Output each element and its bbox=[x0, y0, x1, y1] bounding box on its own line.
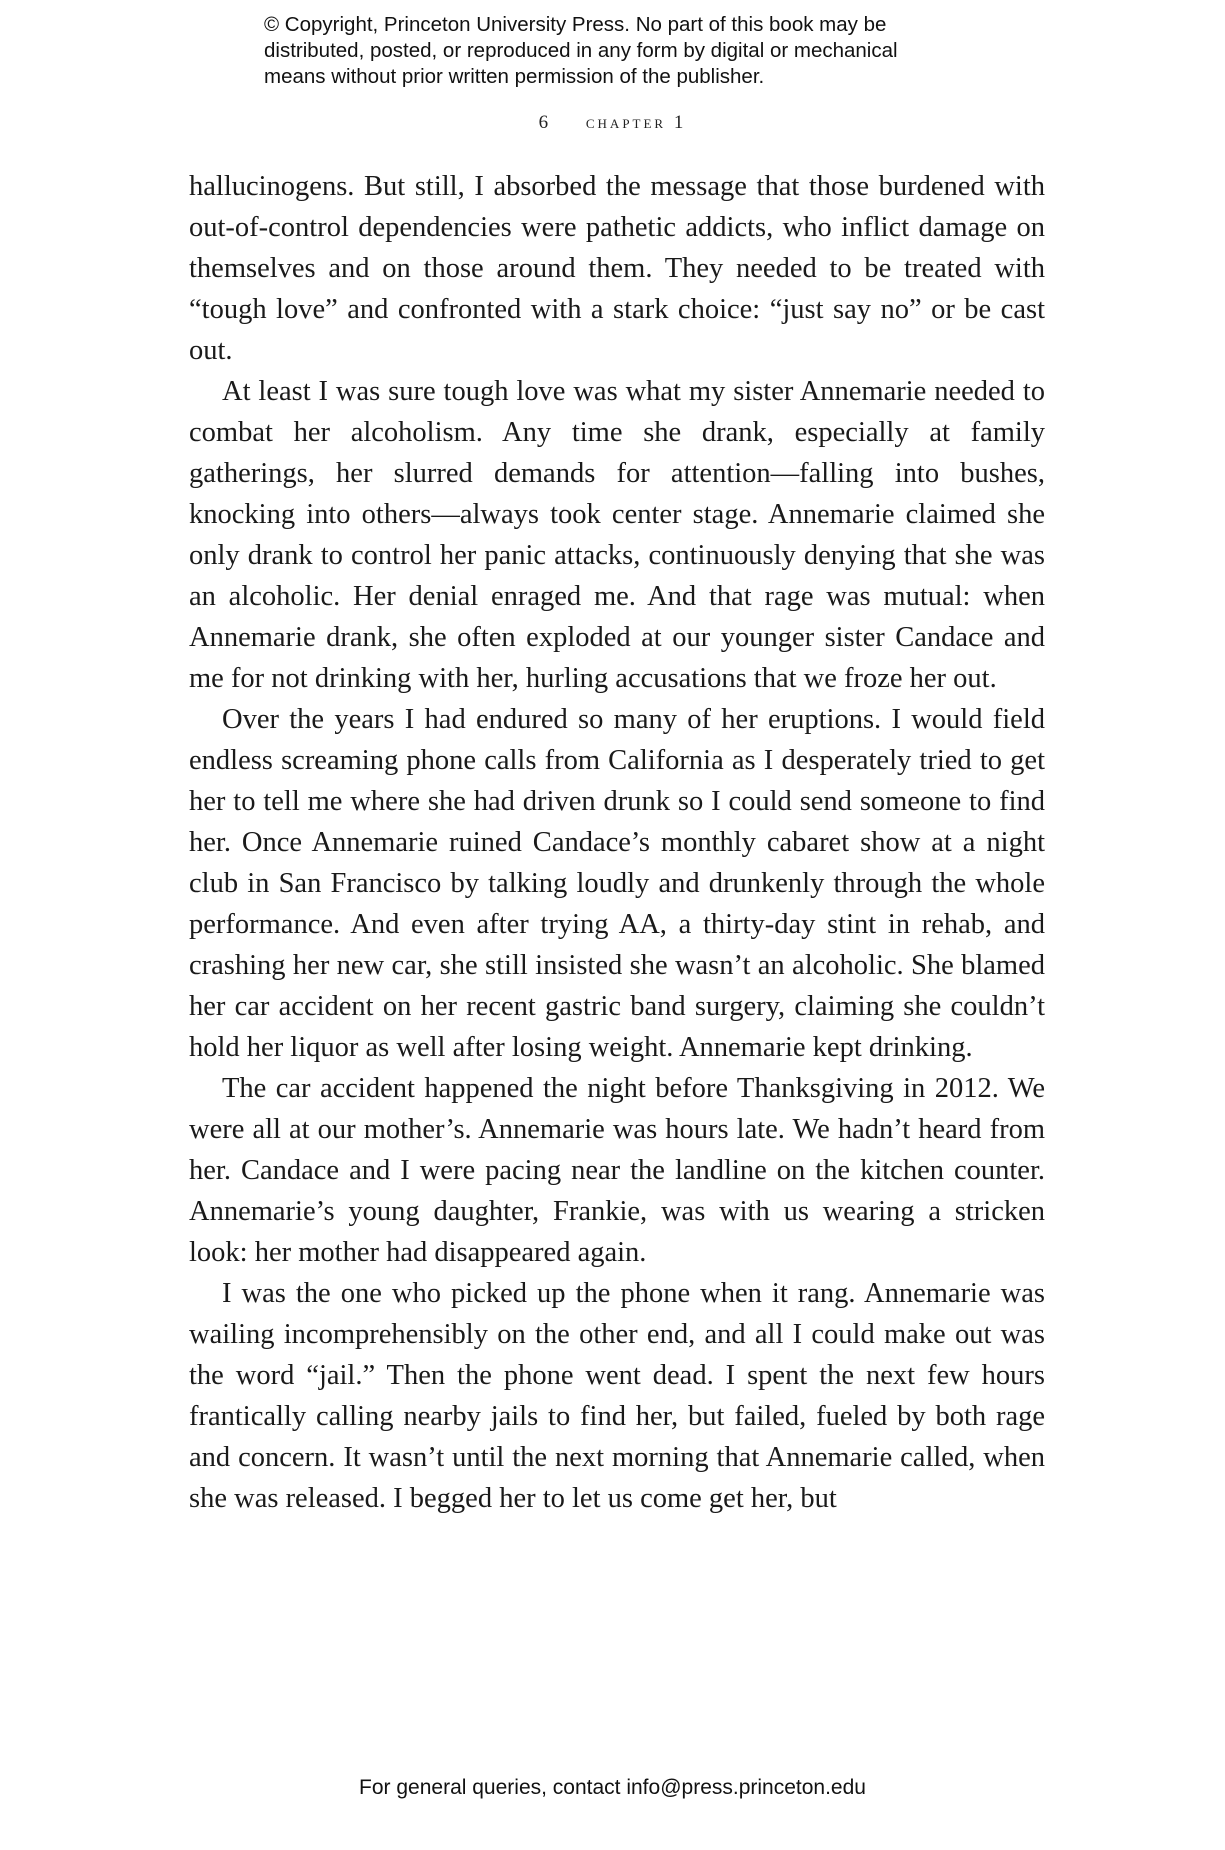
running-head bbox=[0, 112, 1225, 134]
paragraph: At least I was sure tough love was what my sister Annemarie needed to combat her alcoholism. Any time she drank, especially at family gatherings, her slurred demands for attention—falling into bushes, knocking into others—always took center stage. Annemarie claimed she only drank to control her panic attacks, continuously denying that she was an alcoholic. Her denial enraged me. And that rage was mutual: when Annemarie drank, she often exploded at our younger sister Candace and me for not drinking with her, hurling accusations that we froze her out. bbox=[189, 376, 1045, 694]
chapter-label: chapter 1 bbox=[585, 112, 687, 133]
paragraph: I was the one who picked up the phone when it rang. Annemarie was wailing incomprehensibly on the other end, and all I could make out was the word “jail.” Then the phone went dead. I spent the next few hours frantically calling nearby jails to find her, but failed, fueled by both rage and concern. It wasn’t until the next morning that Annemarie called, when she was released. I begged her to let us come get her, but bbox=[189, 1278, 1045, 1514]
paragraph: hallucinogens. But still, I absorbed the message that those burdened with out-of-control dependencies were pathetic addicts, who inflict damage on themselves and on those around them. They needed to be treated with “tough love” and confronted with a stark choice: “just say no” or be cast out. bbox=[189, 171, 1045, 366]
paragraph: The car accident happened the night before Thanksgiving in 2012. We were all at our mother’s. Annemarie was hours late. We hadn’t heard from her. Candace and I were pacing near the landline on the kitchen counter. Annemarie’s young daughter, Frankie, was with us wearing a stricken look: her mother had disappeared again. bbox=[189, 1073, 1045, 1268]
body-text bbox=[189, 166, 1045, 1519]
copyright-line: means without prior written permission of the publisher. bbox=[264, 65, 765, 88]
copyright-line: © Copyright, Princeton University Press. No part of this book may be bbox=[264, 13, 887, 36]
copyright-notice bbox=[264, 12, 984, 90]
copyright-line: distributed, posted, or reproduced in any form by digital or mechanical bbox=[264, 39, 898, 62]
footer-contact: For general queries, contact info@press.princeton.edu bbox=[359, 1776, 866, 1799]
page-number: 6 bbox=[538, 112, 549, 133]
paragraph: Over the years I had endured so many of her eruptions. I would field endless screaming phone calls from California as I desperately tried to get her to tell me where she had driven drunk so I could send someone to find her. Once Annemarie ruined Candace’s monthly cabaret show at a night club in San Francisco by talking loudly and drunkenly through the whole performance. And even after trying AA, a thirty-day stint in rehab, and crashing her new car, she still insisted she wasn’t an alcoholic. She blamed her car accident on her recent gastric band surgery, claiming she couldn’t hold her liquor as well after losing weight. Annemarie kept drinking. bbox=[189, 704, 1045, 1063]
